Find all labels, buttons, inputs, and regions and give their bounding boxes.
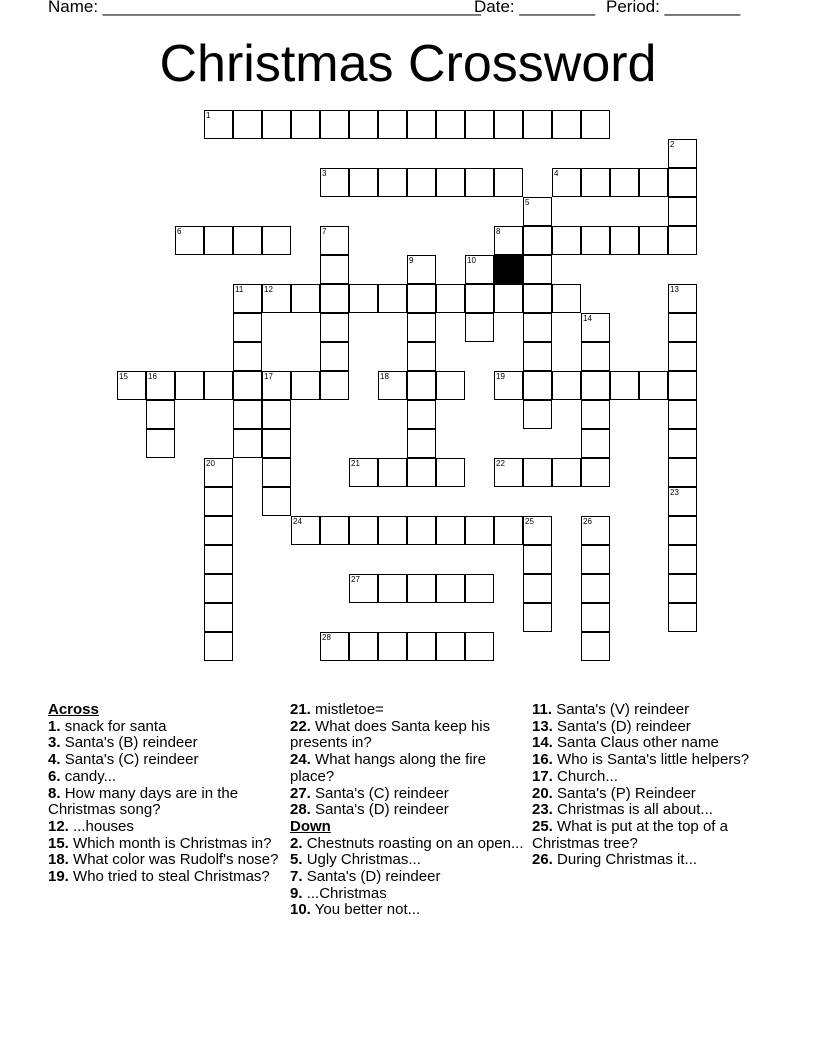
clue-number: 28 bbox=[322, 633, 331, 642]
clue-item-text: Who is Santa's little helpers? bbox=[557, 751, 750, 769]
grid-cell[interactable] bbox=[378, 110, 407, 139]
grid-cell[interactable] bbox=[262, 110, 291, 139]
grid-cell[interactable] bbox=[436, 458, 465, 487]
name-field[interactable]: Name: ________________________________________ bbox=[48, 0, 481, 16]
clue-item-number: 17. bbox=[532, 767, 553, 785]
clue-item-text: What hangs along the fire place? bbox=[290, 751, 486, 785]
grid-cell[interactable] bbox=[407, 284, 436, 313]
grid-cell[interactable] bbox=[523, 400, 552, 429]
grid-cell[interactable] bbox=[581, 574, 610, 603]
clues-column-1 bbox=[48, 702, 288, 886]
grid-cell[interactable] bbox=[204, 574, 233, 603]
grid-cell[interactable] bbox=[581, 603, 610, 632]
clue-item bbox=[532, 719, 772, 736]
grid-cell[interactable] bbox=[407, 313, 436, 342]
clue-item-number: 19. bbox=[48, 868, 69, 886]
clue-number: 9 bbox=[409, 256, 414, 265]
clue-item-number: 23. bbox=[532, 801, 553, 819]
grid-cell[interactable] bbox=[494, 516, 523, 545]
clue-item-text: mistletoe= bbox=[315, 701, 384, 718]
clue-item-text: candy... bbox=[64, 767, 117, 785]
clue-item-number: 24. bbox=[290, 751, 311, 769]
clue-number: 21 bbox=[351, 459, 360, 468]
grid-cell[interactable] bbox=[378, 458, 407, 487]
clue-number: 13 bbox=[670, 285, 679, 294]
grid-cell[interactable] bbox=[668, 342, 697, 371]
grid-cell[interactable] bbox=[668, 313, 697, 342]
clue-number: 5 bbox=[525, 198, 530, 207]
grid-cell[interactable] bbox=[465, 284, 494, 313]
grid-cell[interactable] bbox=[378, 632, 407, 661]
grid-cell[interactable] bbox=[465, 110, 494, 139]
clue-item-number: 6. bbox=[48, 767, 61, 785]
grid-cell[interactable] bbox=[378, 574, 407, 603]
grid-cell[interactable] bbox=[175, 371, 204, 400]
clue-number: 23 bbox=[670, 488, 679, 497]
grid-cell[interactable] bbox=[523, 545, 552, 574]
black-cell bbox=[494, 255, 523, 284]
grid-cell[interactable] bbox=[668, 545, 697, 574]
clue-item-number: 11. bbox=[532, 701, 553, 718]
clue-number: 3 bbox=[322, 169, 327, 178]
clue-number: 1 bbox=[206, 111, 211, 120]
grid-cell[interactable] bbox=[146, 429, 175, 458]
grid-cell[interactable] bbox=[581, 429, 610, 458]
grid-cell[interactable] bbox=[436, 516, 465, 545]
grid-cell[interactable] bbox=[407, 168, 436, 197]
grid-cell[interactable] bbox=[436, 371, 465, 400]
grid-cell[interactable] bbox=[581, 110, 610, 139]
clue-number: 27 bbox=[351, 575, 360, 584]
clue-number: 20 bbox=[206, 459, 215, 468]
clue-item-text: What color was Rudolf's nose? bbox=[73, 851, 279, 869]
grid-cell[interactable] bbox=[436, 574, 465, 603]
grid-cell[interactable] bbox=[581, 545, 610, 574]
clue-number: 7 bbox=[322, 227, 327, 236]
clue-item-number: 26. bbox=[532, 851, 553, 869]
grid-cell[interactable] bbox=[320, 110, 349, 139]
clue-item-number: 1. bbox=[48, 717, 61, 735]
grid-cell[interactable] bbox=[233, 429, 262, 458]
clue-item bbox=[532, 802, 772, 819]
clue-item-text: Santa's (P) Reindeer bbox=[557, 784, 696, 802]
clue-item bbox=[532, 702, 772, 719]
grid-cell[interactable] bbox=[465, 574, 494, 603]
clue-item-text: Which month is Christmas in? bbox=[73, 834, 272, 852]
clue-item-number: 8. bbox=[48, 784, 61, 802]
clue-item-number: 12. bbox=[48, 817, 69, 835]
clue-item bbox=[290, 786, 530, 803]
clue-item-number: 3. bbox=[48, 734, 61, 752]
grid-cell[interactable] bbox=[291, 371, 320, 400]
grid-cell[interactable] bbox=[465, 313, 494, 342]
clue-number: 6 bbox=[177, 227, 182, 236]
grid-cell[interactable] bbox=[523, 342, 552, 371]
grid-cell[interactable] bbox=[668, 458, 697, 487]
grid-cell[interactable] bbox=[668, 400, 697, 429]
clue-number: 12 bbox=[264, 285, 273, 294]
clue-item bbox=[48, 869, 288, 886]
grid-cell[interactable] bbox=[378, 516, 407, 545]
clues-heading: Down bbox=[290, 817, 331, 835]
clue-item bbox=[532, 786, 772, 803]
clue-item bbox=[48, 735, 288, 752]
clue-item-number: 21. bbox=[290, 701, 311, 718]
grid-cell[interactable] bbox=[610, 168, 639, 197]
clue-item-number: 9. bbox=[290, 884, 303, 902]
grid-cell[interactable] bbox=[436, 284, 465, 313]
grid-cell[interactable] bbox=[320, 255, 349, 284]
grid-cell[interactable] bbox=[349, 168, 378, 197]
grid-cell[interactable] bbox=[378, 284, 407, 313]
clue-item-text: ...houses bbox=[73, 817, 134, 835]
clue-item-text: Christmas is all about... bbox=[557, 801, 713, 819]
clue-item-text: Ugly Christmas... bbox=[306, 851, 421, 869]
clue-item bbox=[290, 802, 530, 819]
grid-cell[interactable] bbox=[262, 458, 291, 487]
clue-item-number: 14. bbox=[532, 734, 553, 752]
clue-item bbox=[532, 752, 772, 769]
grid-cell[interactable] bbox=[581, 371, 610, 400]
grid-cell[interactable] bbox=[233, 342, 262, 371]
clue-item-text: What does Santa keep his presents in? bbox=[290, 717, 491, 752]
clue-item bbox=[290, 886, 530, 903]
clue-item bbox=[48, 752, 288, 769]
clue-item bbox=[48, 819, 288, 836]
clue-item-number: 20. bbox=[532, 784, 553, 802]
grid-cell[interactable] bbox=[204, 371, 233, 400]
clue-number: 22 bbox=[496, 459, 505, 468]
grid-cell[interactable] bbox=[581, 400, 610, 429]
grid-cell[interactable] bbox=[233, 400, 262, 429]
grid-cell[interactable] bbox=[436, 110, 465, 139]
grid-cell[interactable] bbox=[407, 632, 436, 661]
grid-cell[interactable] bbox=[494, 110, 523, 139]
grid-cell[interactable] bbox=[581, 632, 610, 661]
grid-cell[interactable] bbox=[523, 255, 552, 284]
clue-number: 2 bbox=[670, 140, 675, 149]
clue-number: 11 bbox=[235, 285, 244, 294]
grid-cell[interactable] bbox=[233, 371, 262, 400]
grid-cell[interactable] bbox=[262, 487, 291, 516]
grid-cell[interactable] bbox=[668, 429, 697, 458]
clue-item bbox=[290, 902, 530, 919]
grid-cell[interactable] bbox=[320, 342, 349, 371]
clue-number: 19 bbox=[496, 372, 505, 381]
grid-cell[interactable] bbox=[523, 458, 552, 487]
clue-item-text: During Christmas it... bbox=[557, 851, 698, 869]
grid-cell[interactable] bbox=[552, 371, 581, 400]
clue-item-number: 13. bbox=[532, 717, 553, 735]
clue-item-text: Santa's (B) reindeer bbox=[64, 734, 198, 752]
grid-cell[interactable] bbox=[523, 603, 552, 632]
grid-cell[interactable] bbox=[204, 226, 233, 255]
grid-cell[interactable] bbox=[668, 516, 697, 545]
grid-cell[interactable] bbox=[407, 574, 436, 603]
clue-item-text: ...Christmas bbox=[306, 884, 387, 902]
clue-item bbox=[532, 735, 772, 752]
clues-column-2 bbox=[290, 702, 530, 919]
grid-cell[interactable] bbox=[523, 574, 552, 603]
grid-cell[interactable] bbox=[320, 516, 349, 545]
grid-cell[interactable] bbox=[233, 226, 262, 255]
clue-item bbox=[532, 819, 772, 852]
clue-item-text: How many days are in the Christmas song? bbox=[48, 784, 239, 819]
grid-cell[interactable] bbox=[349, 632, 378, 661]
grid-cell[interactable] bbox=[668, 168, 697, 197]
grid-cell[interactable] bbox=[552, 284, 581, 313]
grid-cell[interactable] bbox=[291, 110, 320, 139]
clue-number: 25 bbox=[525, 517, 534, 526]
clue-item bbox=[290, 719, 530, 752]
grid-cell[interactable] bbox=[378, 168, 407, 197]
grid-cell[interactable] bbox=[581, 458, 610, 487]
grid-cell[interactable] bbox=[610, 226, 639, 255]
grid-cell[interactable] bbox=[552, 110, 581, 139]
grid-cell[interactable] bbox=[262, 226, 291, 255]
grid-cell[interactable] bbox=[407, 458, 436, 487]
clue-item-text: Santa's (D) reindeer bbox=[306, 868, 441, 886]
clue-item bbox=[290, 869, 530, 886]
clue-item-text: Who tried to steal Christmas? bbox=[73, 868, 270, 886]
clue-number: 15 bbox=[119, 372, 128, 381]
clue-item bbox=[290, 752, 530, 785]
grid-cell[interactable] bbox=[639, 371, 668, 400]
grid-cell[interactable] bbox=[523, 313, 552, 342]
grid-cell[interactable] bbox=[146, 400, 175, 429]
period-field[interactable]: Period: ________ bbox=[606, 0, 741, 16]
grid-cell[interactable] bbox=[291, 284, 320, 313]
grid-cell[interactable] bbox=[523, 110, 552, 139]
clue-item-number: 28. bbox=[290, 801, 311, 819]
clue-item-text: Church... bbox=[557, 767, 618, 785]
clue-item-number: 27. bbox=[290, 784, 311, 802]
grid-cell[interactable] bbox=[233, 313, 262, 342]
grid-cell[interactable] bbox=[494, 168, 523, 197]
clue-item-number: 18. bbox=[48, 851, 69, 869]
clue-number: 18 bbox=[380, 372, 389, 381]
date-field[interactable]: Date: ________ bbox=[474, 0, 595, 16]
grid-cell[interactable] bbox=[523, 226, 552, 255]
clue-item-text: You better not... bbox=[314, 901, 421, 919]
grid-cell[interactable] bbox=[668, 603, 697, 632]
grid-cell[interactable] bbox=[523, 371, 552, 400]
clue-item-number: 15. bbox=[48, 834, 69, 852]
clue-item-text: What is put at the top of a Christmas tree? bbox=[532, 817, 728, 852]
clue-item-number: 2. bbox=[290, 834, 303, 852]
clue-item-text: Santa's (D) reindeer bbox=[557, 717, 691, 735]
clue-item-number: 22. bbox=[290, 717, 311, 735]
grid-cell[interactable] bbox=[581, 342, 610, 371]
grid-cell[interactable] bbox=[320, 371, 349, 400]
clue-item-text: Santa's (V) reindeer bbox=[556, 701, 690, 718]
clue-item bbox=[48, 769, 288, 786]
grid-cell[interactable] bbox=[407, 429, 436, 458]
grid-cell[interactable] bbox=[204, 487, 233, 516]
grid-cell[interactable] bbox=[639, 226, 668, 255]
clue-item bbox=[48, 719, 288, 736]
clue-number: 14 bbox=[583, 314, 592, 323]
clue-number: 16 bbox=[148, 372, 157, 381]
grid-cell[interactable] bbox=[262, 429, 291, 458]
grid-cell[interactable] bbox=[552, 458, 581, 487]
grid-cell[interactable] bbox=[407, 110, 436, 139]
grid-cell[interactable] bbox=[436, 168, 465, 197]
clue-item bbox=[290, 702, 530, 719]
grid-cell[interactable] bbox=[639, 168, 668, 197]
clue-item bbox=[290, 836, 530, 853]
grid-cell[interactable] bbox=[465, 632, 494, 661]
clue-number: 8 bbox=[496, 227, 501, 236]
clue-item-number: 16. bbox=[532, 751, 553, 769]
grid-cell[interactable] bbox=[436, 632, 465, 661]
clue-item bbox=[48, 786, 288, 819]
grid-cell[interactable] bbox=[668, 574, 697, 603]
grid-cell[interactable] bbox=[523, 284, 552, 313]
grid-cell[interactable] bbox=[320, 313, 349, 342]
clue-number: 10 bbox=[467, 256, 476, 265]
clue-item-number: 10. bbox=[290, 901, 311, 919]
clue-item-text: Santa's (D) reindeer bbox=[315, 801, 449, 819]
clue-item-number: 25. bbox=[532, 817, 553, 835]
clue-item bbox=[48, 836, 288, 853]
clues-column-3 bbox=[532, 702, 772, 869]
clue-item-text: Santa's (C) reindeer bbox=[64, 751, 199, 769]
clue-item-text: snack for santa bbox=[64, 717, 167, 735]
grid-cell[interactable] bbox=[204, 516, 233, 545]
grid-cell[interactable] bbox=[465, 516, 494, 545]
clues-heading: Across bbox=[48, 701, 99, 718]
grid-cell[interactable] bbox=[494, 284, 523, 313]
clue-item-number: 5. bbox=[290, 851, 303, 869]
clue-number: 24 bbox=[293, 517, 302, 526]
grid-cell[interactable] bbox=[581, 226, 610, 255]
grid-cell[interactable] bbox=[407, 516, 436, 545]
grid-cell[interactable] bbox=[204, 632, 233, 661]
grid-cell[interactable] bbox=[668, 371, 697, 400]
clue-item bbox=[290, 852, 530, 869]
grid-cell[interactable] bbox=[407, 400, 436, 429]
clue-item bbox=[532, 852, 772, 869]
grid-cell[interactable] bbox=[349, 284, 378, 313]
grid-cell[interactable] bbox=[204, 603, 233, 632]
grid-cell[interactable] bbox=[581, 168, 610, 197]
clue-item-text: Chestnuts roasting on an open... bbox=[306, 834, 524, 852]
grid-cell[interactable] bbox=[610, 371, 639, 400]
clue-number: 4 bbox=[554, 169, 559, 178]
grid-cell[interactable] bbox=[552, 226, 581, 255]
page-title: Christmas Crossword bbox=[159, 35, 657, 93]
clue-item-text: Santa Claus other name bbox=[557, 734, 719, 752]
clue-item-text: Santa's (C) reindeer bbox=[315, 784, 449, 802]
clue-item-number: 7. bbox=[290, 868, 303, 886]
clue-number: 26 bbox=[583, 517, 592, 526]
grid-cell[interactable] bbox=[233, 110, 262, 139]
clue-item-number: 4. bbox=[48, 751, 61, 769]
grid-cell[interactable] bbox=[465, 168, 494, 197]
clue-number: 17 bbox=[264, 372, 273, 381]
grid-cell[interactable] bbox=[668, 226, 697, 255]
clue-item bbox=[48, 852, 288, 869]
grid-cell[interactable] bbox=[349, 110, 378, 139]
clue-item bbox=[532, 769, 772, 786]
grid-cell[interactable] bbox=[349, 516, 378, 545]
grid-cell[interactable] bbox=[320, 284, 349, 313]
grid-cell[interactable] bbox=[407, 371, 436, 400]
grid-cell[interactable] bbox=[407, 342, 436, 371]
grid-cell[interactable] bbox=[262, 400, 291, 429]
grid-cell[interactable] bbox=[668, 197, 697, 226]
grid-cell[interactable] bbox=[204, 545, 233, 574]
